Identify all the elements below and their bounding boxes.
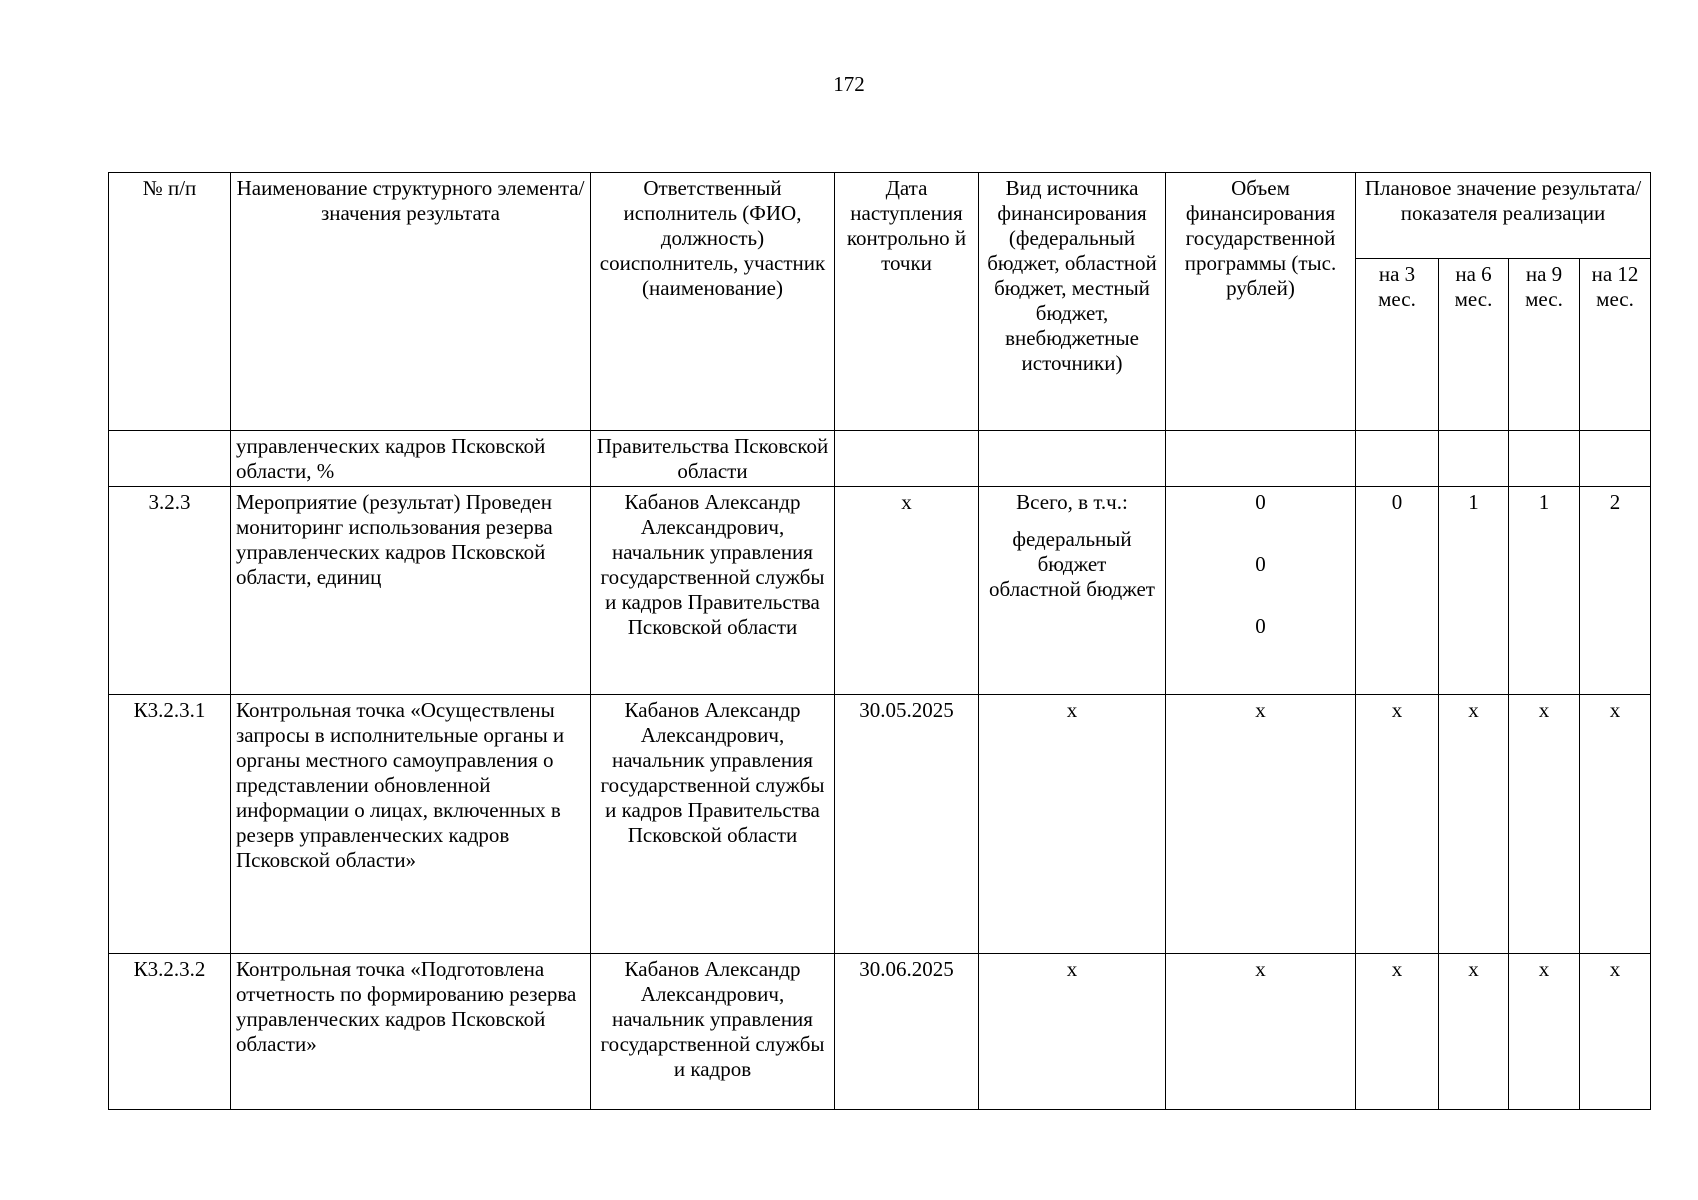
row-plan-9: х: [1509, 695, 1580, 954]
row-plan-6: х: [1439, 695, 1509, 954]
row-date: [835, 431, 979, 487]
row-date: 30.06.2025: [835, 954, 979, 1110]
row-plan-12: х: [1580, 954, 1651, 1110]
volume-regional: 0: [1255, 614, 1266, 638]
row-num: К3.2.3.1: [109, 695, 231, 954]
row-num: К3.2.3.2: [109, 954, 231, 1110]
header-plan-6: на 6 мес.: [1439, 259, 1509, 431]
row-volume: [1166, 487, 1356, 695]
header-source: Вид источника финансирования (федеральный бюджет, областной бюджет, местный бюджет, внебюджетные источники): [979, 173, 1166, 431]
header-volume: Объем финансирования государственной программы (тыс. рублей): [1166, 173, 1356, 431]
row-name: Контрольная точка «Подготовлена отчетность по формированию резерва управленческих кадров Псковской области»: [231, 954, 591, 1110]
row-responsible: Правительства Псковской области: [591, 431, 835, 487]
header-row: [109, 173, 1651, 259]
table-row: [109, 431, 1651, 487]
header-num: № п/п: [109, 173, 231, 431]
row-source: х: [979, 954, 1166, 1110]
row-plan-3: [1356, 431, 1439, 487]
row-source: [979, 431, 1166, 487]
source-federal: федеральный бюджет: [1012, 527, 1132, 576]
row-name: управленческих кадров Псковской области, %: [231, 431, 591, 487]
row-plan-12: х: [1580, 695, 1651, 954]
row-date: х: [835, 487, 979, 695]
table-row: [109, 487, 1651, 695]
row-volume: х: [1166, 954, 1356, 1110]
header-plan-12: на 12 мес.: [1580, 259, 1651, 431]
header-date: Дата наступления контрольно й точки: [835, 173, 979, 431]
row-name: Мероприятие (результат) Проведен мониторинг использования резерва управленческих кадров Псковской области, единиц: [231, 487, 591, 695]
page-number: 172: [833, 72, 865, 96]
row-responsible: Кабанов Александр Александрович, начальник управления государственной службы и кадров Правительства Псковской области: [591, 695, 835, 954]
row-volume: х: [1166, 695, 1356, 954]
row-plan-9: [1509, 431, 1580, 487]
source-total: Всего, в т.ч.:: [1016, 490, 1128, 514]
row-plan-6: [1439, 431, 1509, 487]
header-plan-9: на 9 мес.: [1509, 259, 1580, 431]
row-plan-12: [1580, 431, 1651, 487]
row-source: х: [979, 695, 1166, 954]
volume-federal: 0: [1255, 552, 1266, 576]
header-plan-3: на 3 мес.: [1356, 259, 1439, 431]
row-plan-6: х: [1439, 954, 1509, 1110]
row-plan-6: 1: [1439, 487, 1509, 695]
source-regional: областной бюджет: [989, 577, 1155, 601]
row-num: 3.2.3: [109, 487, 231, 695]
row-volume: [1166, 431, 1356, 487]
header-responsible: Ответственный исполнитель (ФИО, должность) соисполнитель, участник (наименование): [591, 173, 835, 431]
row-responsible: Кабанов Александр Александрович, начальник управления государственной службы и кадров: [591, 954, 835, 1110]
row-plan-9: х: [1509, 954, 1580, 1110]
row-responsible: Кабанов Александр Александрович, начальник управления государственной службы и кадров Правительства Псковской области: [591, 487, 835, 695]
header-plan: Плановое значение результата/показателя реализации: [1356, 173, 1651, 259]
row-plan-9: 1: [1509, 487, 1580, 695]
row-plan-3: 0: [1356, 487, 1439, 695]
row-name: Контрольная точка «Осуществлены запросы в исполнительные органы и органы местного самоуправления о представлении обновленной информации о лицах, включенных в резерв управленческих кадров Псковской области»: [231, 695, 591, 954]
table-row: [109, 954, 1651, 1110]
volume-total: 0: [1255, 490, 1266, 514]
program-table: [108, 172, 1651, 1110]
row-plan-12: 2: [1580, 487, 1651, 695]
table-row: [109, 695, 1651, 954]
row-plan-3: х: [1356, 954, 1439, 1110]
row-date: 30.05.2025: [835, 695, 979, 954]
row-source: [979, 487, 1166, 695]
header-name: Наименование структурного элемента/ значения результата: [231, 173, 591, 431]
row-plan-3: х: [1356, 695, 1439, 954]
row-num: [109, 431, 231, 487]
